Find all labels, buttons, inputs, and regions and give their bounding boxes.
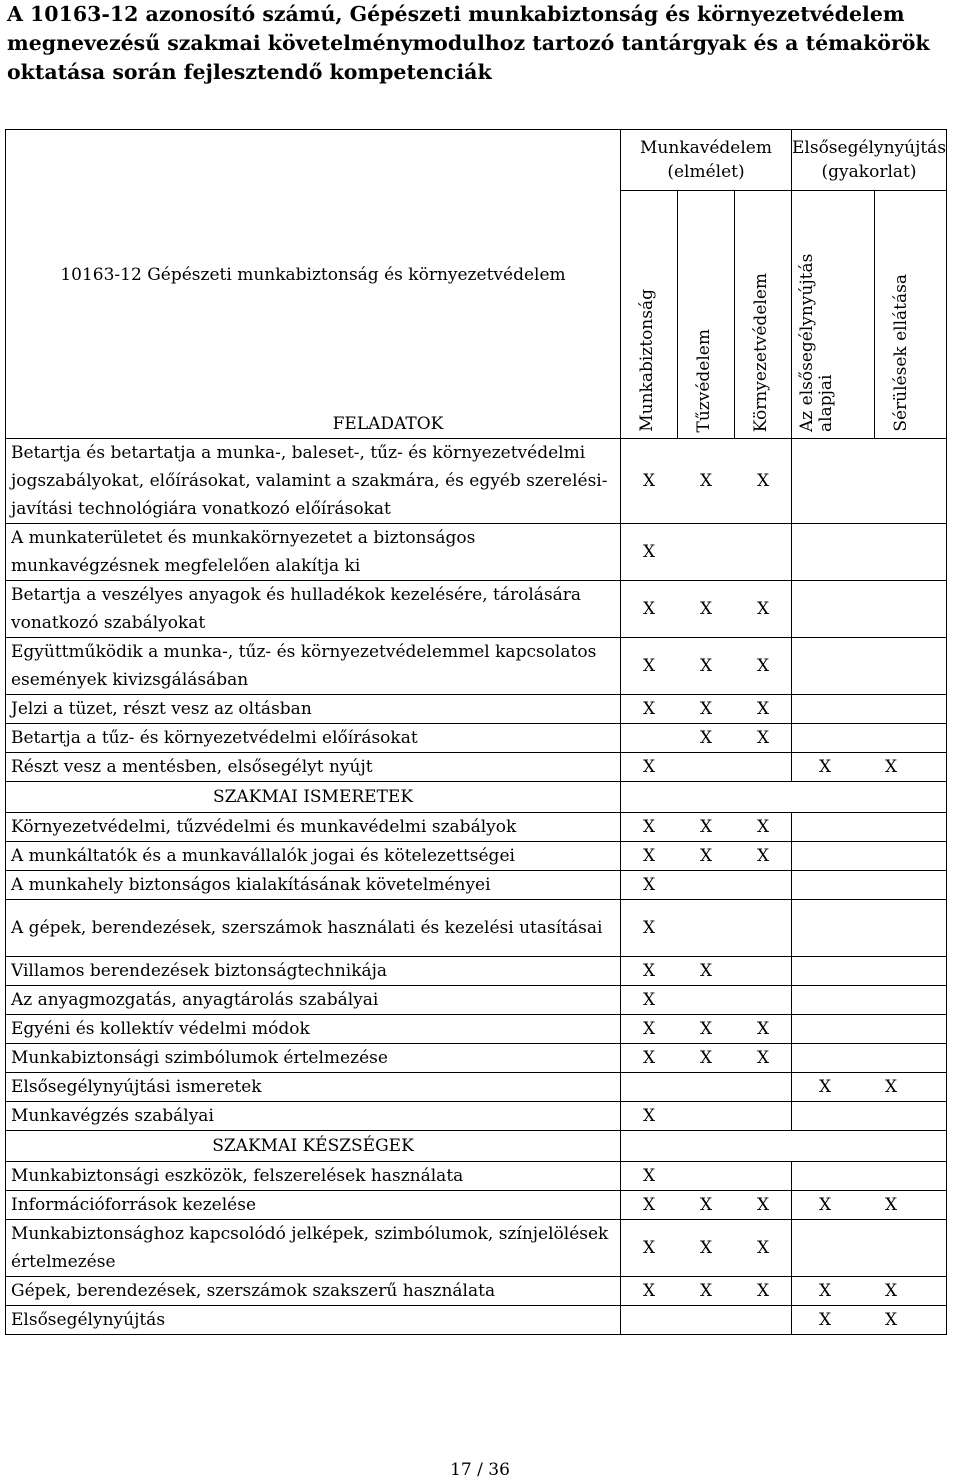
section-row-knowledge bbox=[6, 782, 947, 813]
row-label: Munkabiztonsági eszközök, felszerelések használata bbox=[6, 1162, 621, 1191]
marks-elsosegely-cell bbox=[792, 1044, 947, 1073]
row-label: Jelzi a tüzet, részt vesz az oltásban bbox=[6, 695, 621, 724]
mark-x: X bbox=[642, 1166, 656, 1186]
marks-munkavedelem-cell bbox=[621, 900, 792, 957]
section-header-skills: SZAKMAI KÉSZSÉGEK bbox=[6, 1131, 621, 1162]
marks-elsosegely-cell bbox=[792, 1306, 947, 1335]
marks-elsosegely-cell bbox=[792, 724, 947, 753]
column-header-serulesek bbox=[875, 191, 947, 439]
mark-x: X bbox=[642, 817, 656, 837]
column-label: Környezetvédelem bbox=[751, 272, 771, 432]
row-label: Elsősegélynyújtási ismeretek bbox=[6, 1073, 621, 1102]
mark-x: X bbox=[756, 1048, 770, 1068]
marks-munkavedelem-cell bbox=[621, 1102, 792, 1131]
column-label: Sérülések ellátása bbox=[891, 274, 912, 432]
marks-elsosegely-cell bbox=[792, 439, 947, 524]
marks-elsosegely-cell bbox=[792, 1102, 947, 1131]
column-header-elsosegely-alapjai bbox=[792, 191, 875, 439]
marks-elsosegely-cell bbox=[792, 986, 947, 1015]
marks-elsosegely-cell bbox=[792, 1073, 947, 1102]
mark-x: X bbox=[642, 1238, 656, 1258]
mark-x: X bbox=[699, 699, 713, 719]
marks-elsosegely-cell bbox=[792, 581, 947, 638]
row-label: Gépek, berendezések, szerszámok szakszerű használata bbox=[6, 1277, 621, 1306]
marks-munkavedelem-cell bbox=[621, 986, 792, 1015]
table-row bbox=[6, 638, 947, 695]
marks-munkavedelem-cell bbox=[621, 581, 792, 638]
table-row bbox=[6, 871, 947, 900]
mark-x: X bbox=[818, 1281, 832, 1301]
row-label: A munkahely biztonságos kialakításának követelményei bbox=[6, 871, 621, 900]
mark-x: X bbox=[699, 817, 713, 837]
table-row bbox=[6, 581, 947, 638]
row-label: Munkavégzés szabályai bbox=[6, 1102, 621, 1131]
table-row bbox=[6, 842, 947, 871]
mark-x: X bbox=[884, 757, 898, 777]
row-label: A munkaterületet és munkakörnyezetet a biztonságos munkavégzésnek megfelelően alakítja ki bbox=[6, 524, 621, 581]
marks-munkavedelem-cell bbox=[621, 724, 792, 753]
mark-x: X bbox=[818, 1195, 832, 1215]
mark-x: X bbox=[642, 875, 656, 895]
table-row bbox=[6, 986, 947, 1015]
marks-munkavedelem-cell bbox=[621, 1306, 792, 1335]
mark-x: X bbox=[756, 599, 770, 619]
mark-x: X bbox=[642, 599, 656, 619]
mark-x: X bbox=[699, 961, 713, 981]
marks-elsosegely-cell bbox=[792, 1162, 947, 1191]
marks-elsosegely-cell bbox=[792, 695, 947, 724]
mark-x: X bbox=[699, 846, 713, 866]
mark-x: X bbox=[642, 1195, 656, 1215]
marks-munkavedelem-cell bbox=[621, 957, 792, 986]
table-row bbox=[6, 1162, 947, 1191]
mark-x: X bbox=[756, 471, 770, 491]
mark-x: X bbox=[756, 699, 770, 719]
mark-x: X bbox=[642, 1019, 656, 1039]
mark-x: X bbox=[642, 471, 656, 491]
page-title: A 10163-12 azonosító számú, Gépészeti munkabiztonság és környezetvédelem megnevezésű szakmai követelménymodulhoz tartozó tantárgyak és a témakörök oktatása során fejlesztendő kompetenciák bbox=[7, 2, 930, 84]
section-blank-cell bbox=[621, 782, 947, 813]
section-row-skills bbox=[6, 1131, 947, 1162]
mark-x: X bbox=[818, 1310, 832, 1330]
row-label: Részt vesz a mentésben, elsősegélyt nyújt bbox=[6, 753, 621, 782]
mark-x: X bbox=[699, 728, 713, 748]
mark-x: X bbox=[818, 1077, 832, 1097]
table-row bbox=[6, 1073, 947, 1102]
table-row bbox=[6, 1220, 947, 1277]
marks-munkavedelem-cell bbox=[621, 695, 792, 724]
mark-x: X bbox=[756, 817, 770, 837]
header-group-munkavedelem: Munkavédelem (elmélet) bbox=[621, 130, 792, 191]
mark-x: X bbox=[818, 757, 832, 777]
mark-x: X bbox=[699, 1048, 713, 1068]
mark-x: X bbox=[642, 757, 656, 777]
marks-elsosegely-cell bbox=[792, 1220, 947, 1277]
mark-x: X bbox=[642, 1106, 656, 1126]
row-label: Az anyagmozgatás, anyagtárolás szabályai bbox=[6, 986, 621, 1015]
mark-x: X bbox=[642, 542, 656, 562]
column-header-tuzvedelem bbox=[678, 191, 735, 439]
marks-elsosegely-cell bbox=[792, 871, 947, 900]
marks-elsosegely-cell bbox=[792, 638, 947, 695]
table-row bbox=[6, 1191, 947, 1220]
row-label: A munkáltatók és a munkavállalók jogai és kötelezettségei bbox=[6, 842, 621, 871]
section-blank-cell bbox=[621, 1131, 947, 1162]
table-row bbox=[6, 724, 947, 753]
marks-elsosegely-cell bbox=[792, 957, 947, 986]
mark-x: X bbox=[642, 656, 656, 676]
header-group-elsosegely: Elsősegélynyújtás (gyakorlat) bbox=[792, 130, 947, 191]
marks-munkavedelem-cell bbox=[621, 813, 792, 842]
table-row bbox=[6, 1044, 947, 1073]
mark-x: X bbox=[699, 656, 713, 676]
column-header-kornyezetvedelem bbox=[735, 191, 792, 439]
marks-elsosegely-cell bbox=[792, 1277, 947, 1306]
header-group-row bbox=[6, 130, 947, 191]
page-number: 17 / 36 bbox=[450, 1460, 510, 1480]
marks-munkavedelem-cell bbox=[621, 638, 792, 695]
row-label: Villamos berendezések biztonságtechnikája bbox=[6, 957, 621, 986]
mark-x: X bbox=[884, 1281, 898, 1301]
mark-x: X bbox=[642, 1048, 656, 1068]
table-row bbox=[6, 1306, 947, 1335]
marks-munkavedelem-cell bbox=[621, 842, 792, 871]
mark-x: X bbox=[642, 846, 656, 866]
marks-munkavedelem-cell bbox=[621, 871, 792, 900]
mark-x: X bbox=[756, 656, 770, 676]
mark-x: X bbox=[884, 1310, 898, 1330]
mark-x: X bbox=[884, 1077, 898, 1097]
mark-x: X bbox=[884, 1195, 898, 1215]
marks-elsosegely-cell bbox=[792, 842, 947, 871]
mark-x: X bbox=[699, 1195, 713, 1215]
marks-munkavedelem-cell bbox=[621, 524, 792, 581]
section-header-knowledge: SZAKMAI ISMERETEK bbox=[6, 782, 621, 813]
marks-munkavedelem-cell bbox=[621, 753, 792, 782]
row-label: Betartja a tűz- és környezetvédelmi előírásokat bbox=[6, 724, 621, 753]
mark-x: X bbox=[756, 728, 770, 748]
column-header-munkabiztonsag bbox=[621, 191, 678, 439]
mark-x: X bbox=[642, 918, 656, 938]
table-row bbox=[6, 1277, 947, 1306]
row-label: Munkabiztonsághoz kapcsolódó jelképek, szimbólumok, színjelölések értelmezése bbox=[6, 1220, 621, 1277]
row-label: Munkabiztonsági szimbólumok értelmezése bbox=[6, 1044, 621, 1073]
table-row bbox=[6, 753, 947, 782]
marks-elsosegely-cell bbox=[792, 900, 947, 957]
section-header-tasks: FELADATOK bbox=[332, 414, 444, 434]
marks-munkavedelem-cell bbox=[621, 1015, 792, 1044]
mark-x: X bbox=[699, 471, 713, 491]
mark-x: X bbox=[699, 599, 713, 619]
row-label: Egyéni és kollektív védelmi módok bbox=[6, 1015, 621, 1044]
mark-x: X bbox=[642, 1281, 656, 1301]
marks-munkavedelem-cell bbox=[621, 1044, 792, 1073]
table-row bbox=[6, 524, 947, 581]
marks-elsosegely-cell bbox=[792, 1191, 947, 1220]
column-label: Munkabiztonság bbox=[637, 289, 657, 432]
column-label: Az elsősegélynyújtás alapjai bbox=[797, 253, 836, 432]
table-row bbox=[6, 1102, 947, 1131]
header-module-cell bbox=[6, 130, 621, 439]
marks-munkavedelem-cell bbox=[621, 1162, 792, 1191]
competency-table bbox=[5, 129, 947, 1335]
table-row bbox=[6, 957, 947, 986]
row-label: Betartja a veszélyes anyagok és hulladékok kezelésére, tárolására vonatkozó szabályokat bbox=[6, 581, 621, 638]
column-label: Tűzvédelem bbox=[694, 328, 714, 432]
marks-munkavedelem-cell bbox=[621, 439, 792, 524]
row-label: A gépek, berendezések, szerszámok használati és kezelési utasításai bbox=[6, 900, 621, 957]
table-row bbox=[6, 1015, 947, 1044]
module-name: 10163-12 Gépészeti munkabiztonság és környezetvédelem bbox=[60, 265, 566, 285]
row-label: Elsősegélynyújtás bbox=[6, 1306, 621, 1335]
marks-munkavedelem-cell bbox=[621, 1277, 792, 1306]
table-row bbox=[6, 439, 947, 524]
mark-x: X bbox=[756, 846, 770, 866]
mark-x: X bbox=[642, 990, 656, 1010]
marks-elsosegely-cell bbox=[792, 1015, 947, 1044]
mark-x: X bbox=[699, 1281, 713, 1301]
mark-x: X bbox=[756, 1195, 770, 1215]
marks-elsosegely-cell bbox=[792, 813, 947, 842]
mark-x: X bbox=[642, 961, 656, 981]
mark-x: X bbox=[699, 1019, 713, 1039]
marks-munkavedelem-cell bbox=[621, 1073, 792, 1102]
row-label: Együttműködik a munka-, tűz- és környezetvédelemmel kapcsolatos események kivizsgálásában bbox=[6, 638, 621, 695]
table-row bbox=[6, 813, 947, 842]
marks-elsosegely-cell bbox=[792, 524, 947, 581]
marks-munkavedelem-cell bbox=[621, 1220, 792, 1277]
mark-x: X bbox=[756, 1238, 770, 1258]
row-label: Betartja és betartatja a munka-, baleset-, tűz- és környezetvédelmi jogszabályokat, előírásokat, valamint a szakmára, és egyéb szerelési-javítási technológiára vonatkozó előírásokat bbox=[6, 439, 621, 524]
marks-munkavedelem-cell bbox=[621, 1191, 792, 1220]
table-row bbox=[6, 900, 947, 957]
mark-x: X bbox=[642, 699, 656, 719]
mark-x: X bbox=[699, 1238, 713, 1258]
row-label: Információforrások kezelése bbox=[6, 1191, 621, 1220]
mark-x: X bbox=[756, 1019, 770, 1039]
table-row bbox=[6, 695, 947, 724]
row-label: Környezetvédelmi, tűzvédelmi és munkavédelmi szabályok bbox=[6, 813, 621, 842]
mark-x: X bbox=[756, 1281, 770, 1301]
marks-elsosegely-cell bbox=[792, 753, 947, 782]
